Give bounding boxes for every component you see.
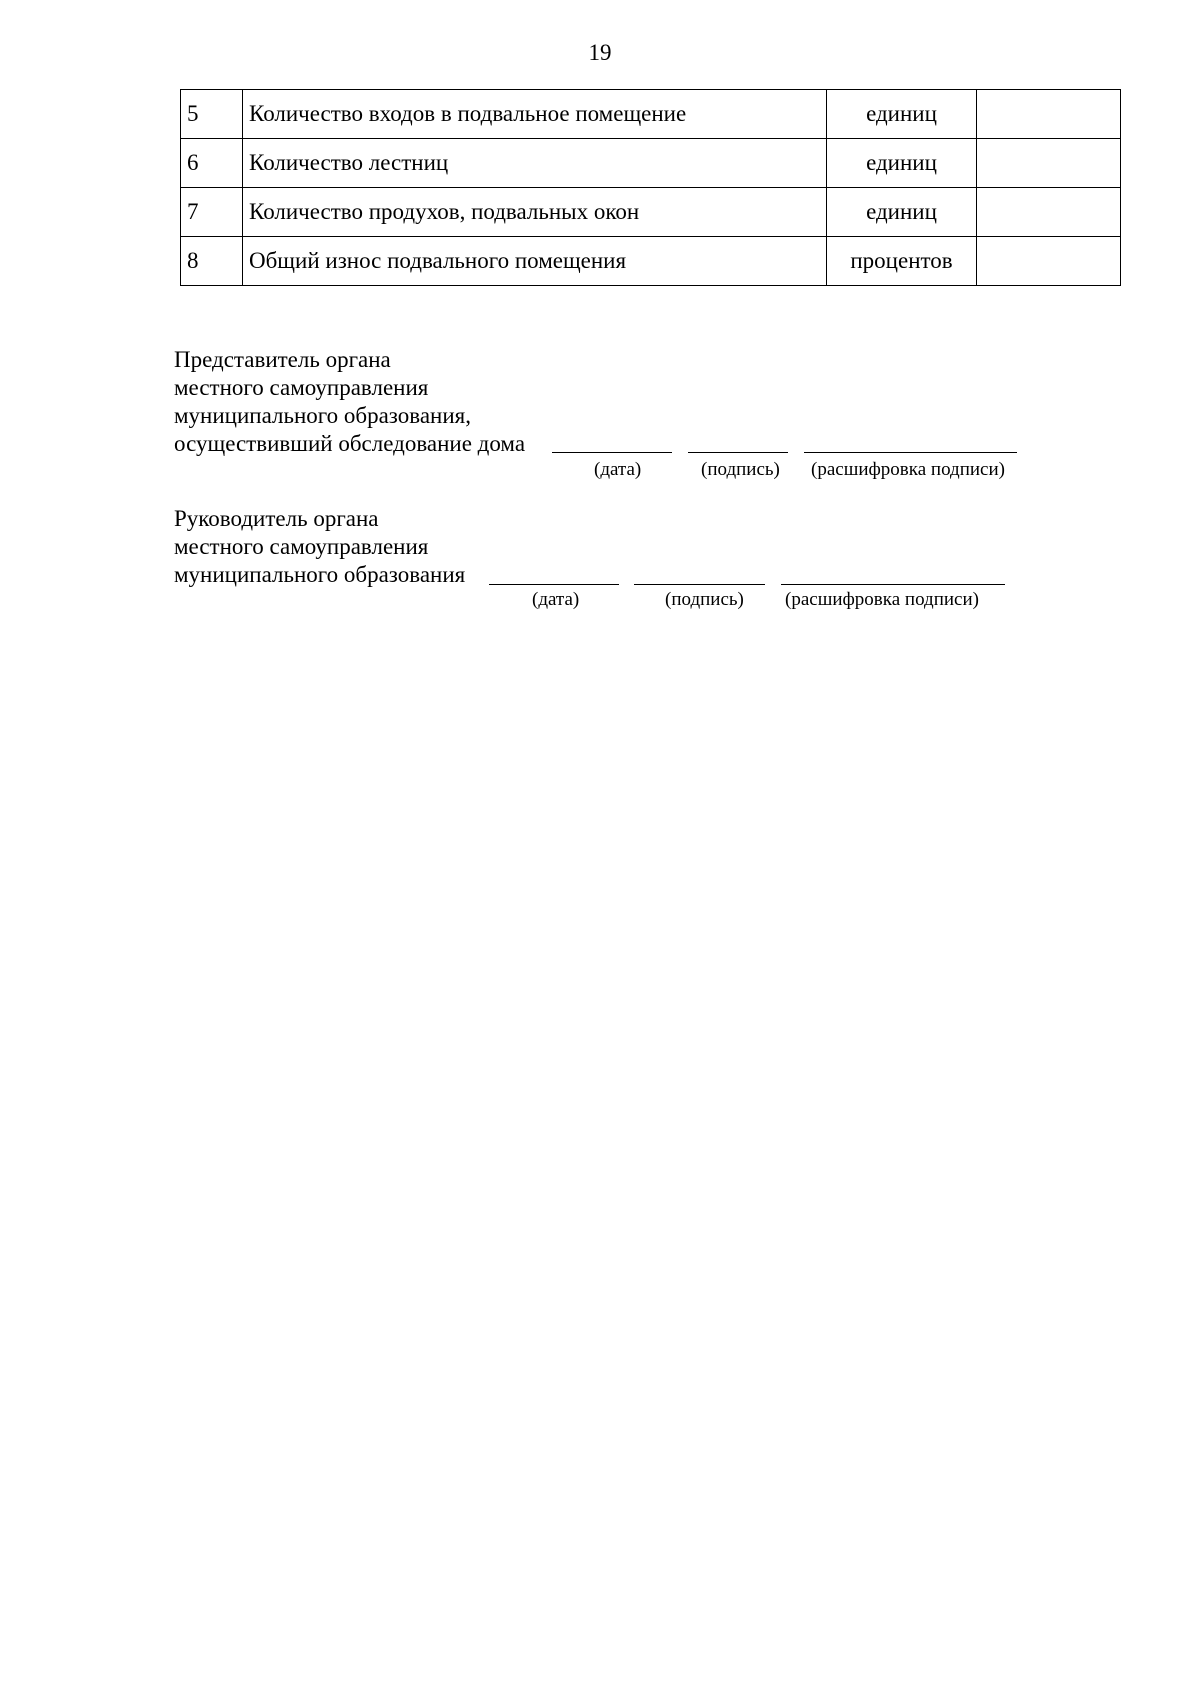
signature-label-line: муниципального образования,: [174, 403, 471, 428]
signature-blank[interactable]: [634, 584, 765, 585]
table-row: [181, 139, 1121, 188]
date-blank[interactable]: [552, 452, 672, 453]
decoding-caption: (расшифровка подписи): [811, 459, 1005, 480]
row-number: 7: [181, 188, 243, 237]
signature-label-line: осуществивший обследование дома: [174, 431, 526, 456]
row-unit: единиц: [827, 188, 977, 237]
decoding-blank[interactable]: [781, 584, 1005, 585]
row-name: Общий износ подвального помещения: [243, 237, 827, 286]
signature-caption: (подпись): [665, 589, 744, 610]
page-number: 19: [588, 40, 612, 65]
decoding-blank[interactable]: [804, 452, 1017, 453]
row-number: 5: [181, 90, 243, 139]
row-value: [977, 188, 1121, 237]
row-name: Количество входов в подвальное помещение: [243, 90, 827, 139]
row-name: Количество лестниц: [243, 139, 827, 188]
signature-blank[interactable]: [688, 452, 788, 453]
table-row: [181, 237, 1121, 286]
row-value: [977, 237, 1121, 286]
row-unit: процентов: [827, 237, 977, 286]
signature-label-line: Представитель органа: [174, 347, 391, 372]
row-name: Количество продухов, подвальных окон: [243, 188, 827, 237]
row-number: 8: [181, 237, 243, 286]
date-caption: (дата): [594, 459, 642, 480]
row-value: [977, 139, 1121, 188]
decoding-caption: (расшифровка подписи): [785, 589, 979, 610]
date-caption: (дата): [532, 589, 580, 610]
table-row: [181, 90, 1121, 139]
row-value: [977, 90, 1121, 139]
signature-label-line: Руководитель органа: [174, 506, 379, 531]
signature-label-line: местного самоуправления: [174, 534, 429, 559]
parameters-table: [180, 89, 1121, 286]
signature-caption: (подпись): [701, 459, 780, 480]
signature-block-head: [174, 505, 465, 589]
signature-label-line: муниципального образования: [174, 562, 466, 587]
row-unit: единиц: [827, 90, 977, 139]
date-blank[interactable]: [489, 584, 619, 585]
row-unit: единиц: [827, 139, 977, 188]
signature-label-line: местного самоуправления: [174, 375, 429, 400]
table-row: [181, 188, 1121, 237]
signature-block-representative: [174, 346, 525, 458]
row-number: 6: [181, 139, 243, 188]
